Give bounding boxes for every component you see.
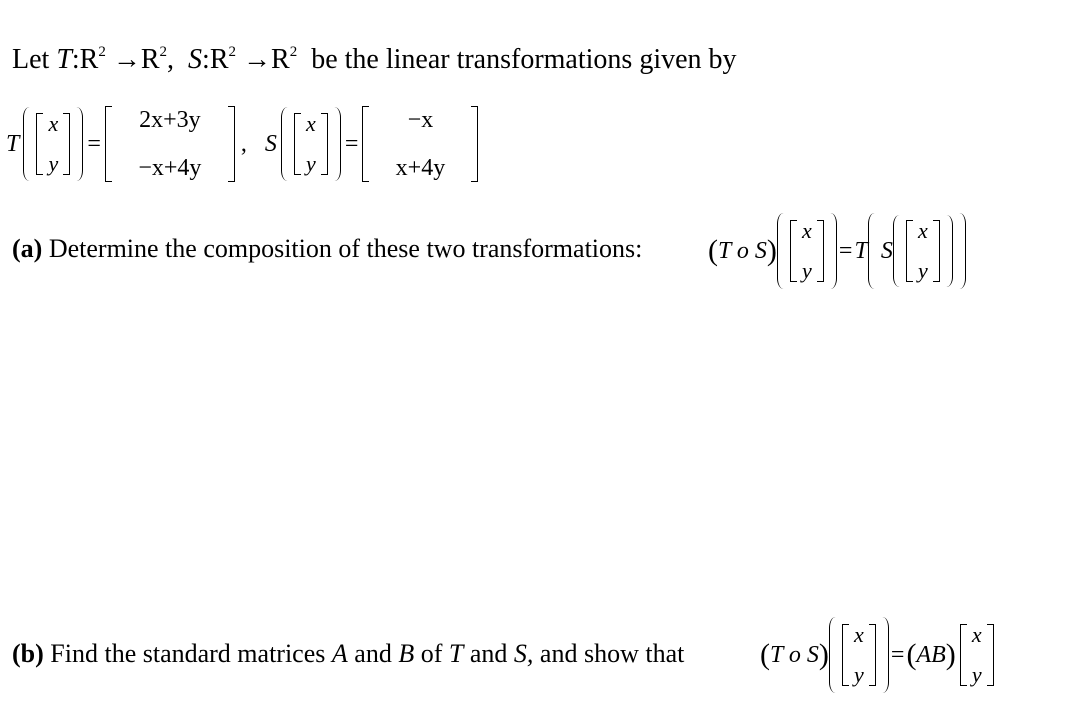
intro-sq-4: 2 xyxy=(289,43,298,60)
part-a-paren-right-1 xyxy=(824,213,837,289)
part-a-y-2: y xyxy=(917,258,928,283)
def-T-row1: 2x+3y xyxy=(139,107,201,133)
part-b-and-2: and xyxy=(469,639,508,668)
part-a-question: Determine the composition of these two transformations: xyxy=(48,234,643,263)
part-a-paren-left-3 xyxy=(893,215,906,287)
def-T-paren-left xyxy=(23,107,36,181)
part-b-and-1: and xyxy=(354,639,392,668)
part-b-vector-2 xyxy=(960,624,994,686)
part-b-of: of xyxy=(420,639,443,668)
def-T-equals: = xyxy=(87,130,101,157)
intro-sq-3: 2 xyxy=(228,43,237,60)
def-T-x: x xyxy=(48,111,59,136)
def-S-row1: −x xyxy=(407,107,434,133)
part-b-x-2: x xyxy=(971,622,982,647)
intro-let: Let xyxy=(12,44,50,75)
intro-arrow-1: → xyxy=(112,44,141,75)
intro-S: S xyxy=(188,44,203,75)
def-S-equals: = xyxy=(344,130,359,157)
part-b-vector-1 xyxy=(842,624,876,686)
part-b-composition: T o S xyxy=(770,641,819,668)
def-S-y: y xyxy=(306,151,316,176)
part-b-equals: = xyxy=(890,641,905,668)
def-T-label: T xyxy=(6,130,20,157)
part-a-vector-2 xyxy=(906,220,940,282)
part-b-S: S, xyxy=(513,639,534,668)
part-a-y-1: y xyxy=(802,258,812,283)
part-a-text xyxy=(12,236,642,262)
part-a-composition: T o S xyxy=(718,237,767,264)
part-b-AB: AB xyxy=(916,641,946,668)
intro-sq-2: 2 xyxy=(159,43,168,60)
part-b-paren-left xyxy=(829,617,842,693)
part-b-y-1: y xyxy=(854,662,864,687)
part-b-equation: ( T o S ) x y = ( AB ) x y xyxy=(760,616,994,694)
part-a-equation: ( T o S ) x y = T S x y xyxy=(708,212,966,290)
part-a-paren-left-1 xyxy=(777,213,790,289)
intro-R-3: R xyxy=(209,44,229,75)
intro-R-1: R xyxy=(79,44,99,75)
def-S-output-vector xyxy=(362,106,478,182)
intro-T: T xyxy=(56,44,72,75)
part-b-text xyxy=(12,641,684,667)
part-a-paren-left-2 xyxy=(868,213,881,289)
def-S-label: S xyxy=(264,130,277,157)
def-S-row2: x+4y xyxy=(395,155,446,181)
def-sep: , xyxy=(240,130,247,157)
def-T-paren-right xyxy=(70,107,83,181)
part-a-paren-right-2 xyxy=(953,213,966,289)
part-a-S: S xyxy=(880,237,893,264)
intro-line xyxy=(12,43,737,75)
def-T-output-vector xyxy=(105,106,235,182)
intro-arrow-2: → xyxy=(243,44,272,75)
part-a-vector-1 xyxy=(790,220,824,282)
intro-sq-1: 2 xyxy=(98,43,106,60)
def-S-x: x xyxy=(306,111,316,136)
part-b-text-1: Find the standard matrices xyxy=(50,639,326,668)
def-S-input-vector xyxy=(294,113,328,175)
part-b-label: (b) xyxy=(12,639,44,668)
def-S-paren-left xyxy=(281,107,294,181)
part-b-y-2: y xyxy=(971,662,982,687)
part-b-T: T xyxy=(448,639,464,668)
intro-colon-1: : xyxy=(71,44,80,75)
part-b-A: A xyxy=(331,639,348,668)
definitions-equation xyxy=(6,106,478,182)
intro-tail: be the linear transformations given by xyxy=(311,44,737,75)
part-b-text-2: and show that xyxy=(539,639,685,668)
part-a-x-2: x xyxy=(917,218,928,243)
intro-colon-2: : xyxy=(202,44,210,75)
def-S-paren-right xyxy=(328,107,341,181)
part-a-label: (a) xyxy=(12,234,43,263)
intro-R-2: R xyxy=(140,44,160,75)
def-T-row2: −x+4y xyxy=(138,155,202,181)
intro-R-4: R xyxy=(271,44,290,75)
intro-comma: , xyxy=(167,44,175,75)
part-a-equals: = xyxy=(838,237,853,264)
part-b-paren-right xyxy=(876,617,889,693)
part-a-paren-right-3 xyxy=(940,215,953,287)
part-a-T: T xyxy=(854,237,868,264)
def-T-y: y xyxy=(48,151,59,176)
part-b-x-1: x xyxy=(854,622,864,647)
part-b-B: B xyxy=(398,639,415,668)
part-a-x-1: x xyxy=(802,218,812,243)
def-T-input-vector xyxy=(36,113,70,175)
